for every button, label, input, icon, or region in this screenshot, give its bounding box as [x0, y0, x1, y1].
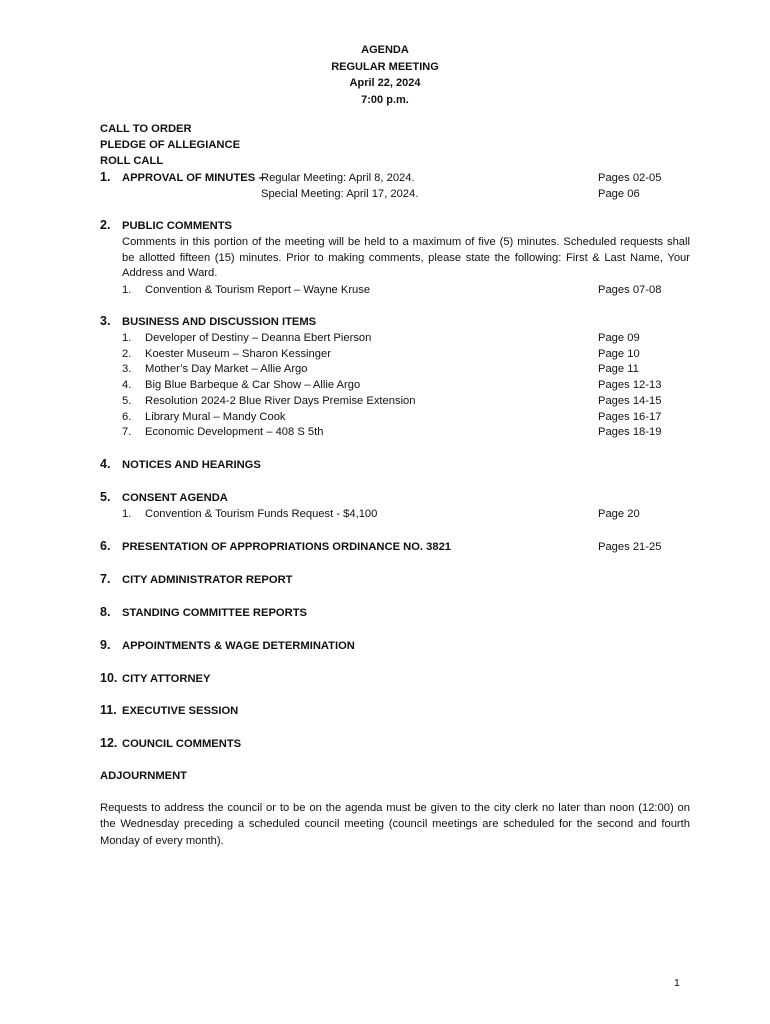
- section-4-title: NOTICES AND HEARINGS: [122, 459, 261, 471]
- list-item: Big Blue Barbeque & Car Show – Allie Argo: [145, 379, 361, 391]
- list-item-pages: Pages 18-19: [598, 426, 662, 438]
- section-5-title: CONSENT AGENDA: [122, 492, 228, 504]
- list-item-number: 1.: [122, 284, 132, 296]
- section-2-number: 2.: [100, 218, 111, 232]
- list-item-number: 4.: [122, 379, 132, 391]
- list-item-pages: Pages 14-15: [598, 395, 662, 407]
- agenda-request-note: Requests to address the council or to be on the agenda must be given to the city clerk no later than noon (12:00) on the Wednesday preceding a scheduled council meeting (council meetings are scheduled for the second and fourth Monday of every month).: [100, 802, 690, 847]
- header-date: April 22, 2024: [349, 77, 421, 89]
- agenda-header: [0, 42, 770, 108]
- pledge-of-allegiance: PLEDGE OF ALLEGIANCE: [100, 139, 241, 151]
- section-9-title: APPOINTMENTS & WAGE DETERMINATION: [122, 640, 355, 652]
- special-meeting-minutes: Special Meeting: April 17, 2024.: [261, 188, 419, 200]
- section-6-pages: Pages 21-25: [598, 541, 662, 553]
- section-5-number: 5.: [100, 490, 111, 504]
- list-item: Library Mural – Mandy Cook: [145, 411, 286, 423]
- list-item-pages: Pages 12-13: [598, 379, 662, 391]
- section-8-number: 8.: [100, 605, 111, 619]
- section-1-number: 1.: [100, 170, 111, 184]
- special-meeting-pages: Page 06: [598, 188, 640, 200]
- list-item-pages: Page 20: [598, 508, 640, 520]
- list-item-number: 3.: [122, 363, 132, 375]
- section-10-number: 10.: [100, 671, 118, 685]
- page-number: 1: [674, 977, 680, 989]
- list-item-number: 5.: [122, 395, 132, 407]
- section-8-title: STANDING COMMITTEE REPORTS: [122, 607, 308, 619]
- list-item-pages: Pages 16-17: [598, 411, 662, 423]
- section-6-title: PRESENTATION OF APPROPRIATIONS ORDINANCE NO. 3821: [122, 541, 452, 553]
- list-item-number: 7.: [122, 426, 132, 438]
- list-item-number: 2.: [122, 348, 132, 360]
- section-10-title: CITY ATTORNEY: [122, 673, 211, 685]
- list-item: Convention & Tourism Report – Wayne Kruse: [145, 284, 371, 296]
- section-11-number: 11.: [100, 703, 117, 717]
- list-item-pages: Pages 07-08: [598, 284, 662, 296]
- header-title: AGENDA: [361, 44, 409, 56]
- list-item: Convention & Tourism Funds Request - $4,100: [145, 508, 378, 520]
- section-4-number: 4.: [100, 457, 111, 471]
- list-item-pages: Page 09: [598, 332, 640, 344]
- section-11-title: EXECUTIVE SESSION: [122, 705, 239, 717]
- section-3-title: BUSINESS AND DISCUSSION ITEMS: [122, 316, 317, 328]
- list-item-number: 6.: [122, 411, 132, 423]
- section-7-number: 7.: [100, 572, 111, 586]
- list-item-number: 1.: [122, 508, 132, 520]
- adjournment: ADJOURNMENT: [100, 770, 188, 782]
- list-item: Koester Museum – Sharon Kessinger: [145, 348, 331, 360]
- roll-call: ROLL CALL: [100, 155, 164, 167]
- list-item: Resolution 2024-2 Blue River Days Premise Extension: [145, 395, 416, 407]
- list-item: Economic Development – 408 S 5th: [145, 426, 324, 438]
- section-7-title: CITY ADMINISTRATOR REPORT: [122, 574, 293, 586]
- list-item: Developer of Destiny – Deanna Ebert Pierson: [145, 332, 372, 344]
- list-item-pages: Page 11: [598, 363, 639, 375]
- header-time: 7:00 p.m.: [361, 93, 409, 106]
- section-1-title: APPROVAL OF MINUTES –: [122, 172, 265, 184]
- section-2-title: PUBLIC COMMENTS: [122, 220, 233, 232]
- section-3-number: 3.: [100, 314, 111, 328]
- list-item: Mother’s Day Market – Allie Argo: [145, 363, 308, 375]
- section-12-title: COUNCIL COMMENTS: [122, 738, 242, 750]
- header-meeting-type: REGULAR MEETING: [331, 60, 439, 73]
- regular-meeting-minutes: Regular Meeting: April 8, 2024.: [261, 172, 415, 184]
- section-12-number: 12.: [100, 736, 118, 750]
- list-item-pages: Page 10: [598, 348, 640, 360]
- section-9-number: 9.: [100, 638, 111, 652]
- list-item-number: 1.: [122, 332, 132, 344]
- regular-meeting-pages: Pages 02-05: [598, 172, 662, 184]
- public-comments-paragraph: Comments in this portion of the meeting will be held to a maximum of five (5) minutes. Scheduled requests shall be allotted fifteen (15) minutes. Prior to making comments, please state the following: First & Last Name, Your Address and Ward.: [122, 236, 690, 280]
- call-to-order: CALL TO ORDER: [100, 123, 192, 135]
- section-6-number: 6.: [100, 539, 111, 553]
